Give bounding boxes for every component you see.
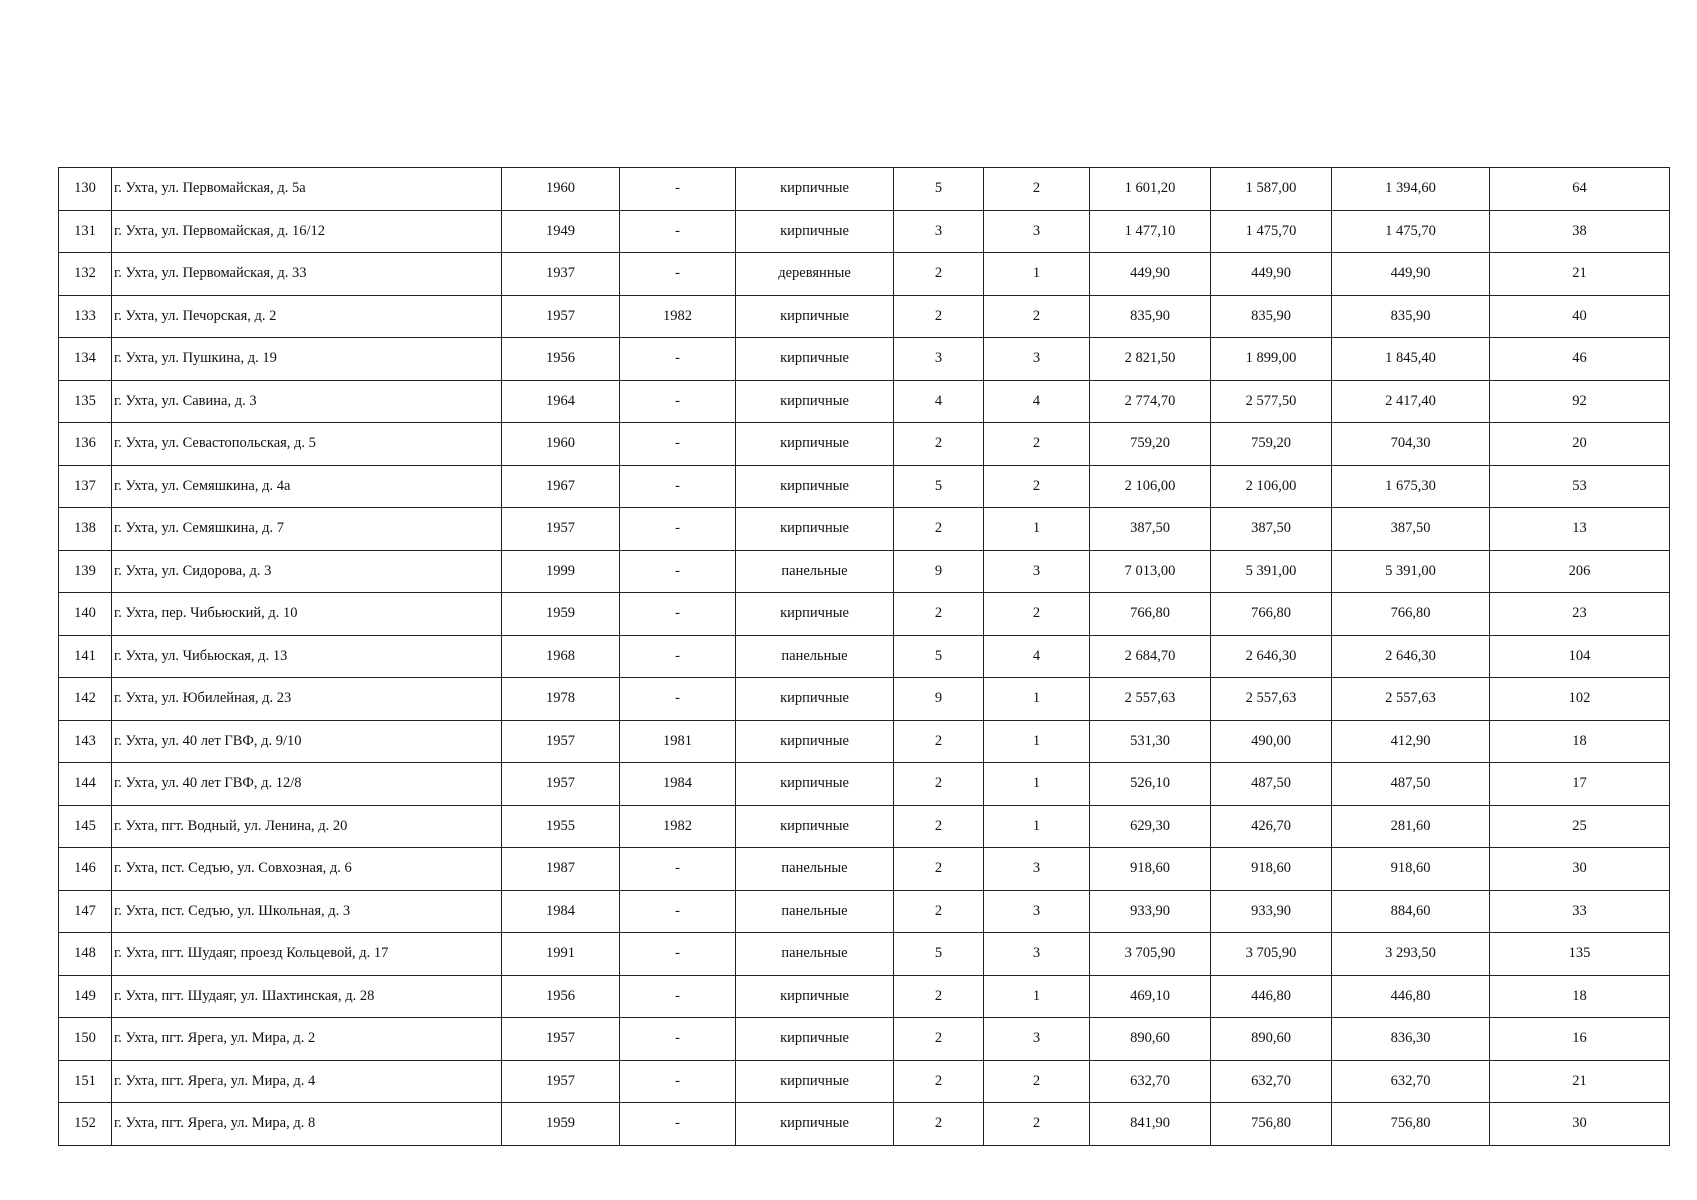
address-cell: г. Ухта, пгт. Шудаяг, проезд Кольцевой, д. 17	[112, 933, 502, 976]
row-number-cell: 134	[59, 338, 112, 381]
floors-cell: 2	[894, 423, 984, 466]
table-row	[59, 1018, 1670, 1061]
total-area-cell: 2 774,70	[1090, 380, 1211, 423]
row-number-cell: 136	[59, 423, 112, 466]
residential-area-cell: 933,90	[1211, 890, 1332, 933]
floors-cell: 5	[894, 168, 984, 211]
total-area-cell: 835,90	[1090, 295, 1211, 338]
row-number-cell: 151	[59, 1060, 112, 1103]
residents-cell: 20	[1490, 423, 1670, 466]
residents-cell: 30	[1490, 848, 1670, 891]
residential-area-cell: 1 475,70	[1211, 210, 1332, 253]
address-cell: г. Ухта, пгт. Шудаяг, ул. Шахтинская, д. 28	[112, 975, 502, 1018]
address-cell: г. Ухта, пст. Седъю, ул. Совхозная, д. 6	[112, 848, 502, 891]
residential-area-cell: 449,90	[1211, 253, 1332, 296]
residential-area-cell: 490,00	[1211, 720, 1332, 763]
wall-material-cell: кирпичные	[736, 678, 894, 721]
living-area-cell: 884,60	[1332, 890, 1490, 933]
year-reconstructed-cell: -	[620, 1103, 736, 1146]
table-row	[59, 423, 1670, 466]
entrances-cell: 2	[984, 465, 1090, 508]
total-area-cell: 387,50	[1090, 508, 1211, 551]
floors-cell: 2	[894, 720, 984, 763]
living-area-cell: 1 475,70	[1332, 210, 1490, 253]
row-number-cell: 130	[59, 168, 112, 211]
floors-cell: 3	[894, 210, 984, 253]
wall-material-cell: панельные	[736, 848, 894, 891]
year-built-cell: 1957	[502, 295, 620, 338]
entrances-cell: 1	[984, 763, 1090, 806]
wall-material-cell: кирпичные	[736, 720, 894, 763]
year-reconstructed-cell: -	[620, 253, 736, 296]
residents-cell: 38	[1490, 210, 1670, 253]
entrances-cell: 1	[984, 678, 1090, 721]
table-row	[59, 550, 1670, 593]
living-area-cell: 487,50	[1332, 763, 1490, 806]
address-cell: г. Ухта, ул. Печорская, д. 2	[112, 295, 502, 338]
address-cell: г. Ухта, ул. Семяшкина, д. 7	[112, 508, 502, 551]
row-number-cell: 147	[59, 890, 112, 933]
residential-area-cell: 632,70	[1211, 1060, 1332, 1103]
year-reconstructed-cell: -	[620, 210, 736, 253]
year-reconstructed-cell: -	[620, 550, 736, 593]
year-built-cell: 1991	[502, 933, 620, 976]
row-number-cell: 152	[59, 1103, 112, 1146]
floors-cell: 5	[894, 465, 984, 508]
total-area-cell: 629,30	[1090, 805, 1211, 848]
row-number-cell: 138	[59, 508, 112, 551]
entrances-cell: 4	[984, 380, 1090, 423]
address-cell: г. Ухта, ул. Первомайская, д. 33	[112, 253, 502, 296]
wall-material-cell: кирпичные	[736, 168, 894, 211]
residential-area-cell: 387,50	[1211, 508, 1332, 551]
residential-area-cell: 1 587,00	[1211, 168, 1332, 211]
residents-cell: 23	[1490, 593, 1670, 636]
table-row	[59, 593, 1670, 636]
total-area-cell: 526,10	[1090, 763, 1211, 806]
row-number-cell: 139	[59, 550, 112, 593]
floors-cell: 2	[894, 975, 984, 1018]
residential-area-cell: 766,80	[1211, 593, 1332, 636]
entrances-cell: 1	[984, 975, 1090, 1018]
address-cell: г. Ухта, пгт. Ярега, ул. Мира, д. 4	[112, 1060, 502, 1103]
row-number-cell: 149	[59, 975, 112, 1018]
entrances-cell: 3	[984, 890, 1090, 933]
entrances-cell: 1	[984, 253, 1090, 296]
address-cell: г. Ухта, пст. Седъю, ул. Школьная, д. 3	[112, 890, 502, 933]
row-number-cell: 148	[59, 933, 112, 976]
year-reconstructed-cell: -	[620, 975, 736, 1018]
residents-cell: 206	[1490, 550, 1670, 593]
total-area-cell: 918,60	[1090, 848, 1211, 891]
address-cell: г. Ухта, ул. Савина, д. 3	[112, 380, 502, 423]
address-cell: г. Ухта, ул. Первомайская, д. 16/12	[112, 210, 502, 253]
living-area-cell: 1 845,40	[1332, 338, 1490, 381]
residential-area-cell: 2 557,63	[1211, 678, 1332, 721]
row-number-cell: 141	[59, 635, 112, 678]
wall-material-cell: кирпичные	[736, 805, 894, 848]
year-built-cell: 1959	[502, 1103, 620, 1146]
entrances-cell: 2	[984, 1103, 1090, 1146]
floors-cell: 2	[894, 253, 984, 296]
floors-cell: 5	[894, 635, 984, 678]
year-reconstructed-cell: 1982	[620, 295, 736, 338]
entrances-cell: 2	[984, 168, 1090, 211]
residential-area-cell: 756,80	[1211, 1103, 1332, 1146]
table-row	[59, 805, 1670, 848]
living-area-cell: 766,80	[1332, 593, 1490, 636]
entrances-cell: 2	[984, 1060, 1090, 1103]
year-reconstructed-cell: -	[620, 1018, 736, 1061]
floors-cell: 2	[894, 1060, 984, 1103]
living-area-cell: 387,50	[1332, 508, 1490, 551]
table-row	[59, 338, 1670, 381]
entrances-cell: 2	[984, 295, 1090, 338]
residents-cell: 21	[1490, 1060, 1670, 1103]
residents-cell: 33	[1490, 890, 1670, 933]
wall-material-cell: панельные	[736, 635, 894, 678]
residents-cell: 46	[1490, 338, 1670, 381]
row-number-cell: 145	[59, 805, 112, 848]
row-number-cell: 150	[59, 1018, 112, 1061]
wall-material-cell: панельные	[736, 933, 894, 976]
living-area-cell: 281,60	[1332, 805, 1490, 848]
year-built-cell: 1999	[502, 550, 620, 593]
table-row	[59, 508, 1670, 551]
row-number-cell: 135	[59, 380, 112, 423]
living-area-cell: 1 394,60	[1332, 168, 1490, 211]
table-row	[59, 763, 1670, 806]
row-number-cell: 146	[59, 848, 112, 891]
residential-area-cell: 2 646,30	[1211, 635, 1332, 678]
total-area-cell: 469,10	[1090, 975, 1211, 1018]
total-area-cell: 531,30	[1090, 720, 1211, 763]
year-built-cell: 1957	[502, 1060, 620, 1103]
residential-area-cell: 426,70	[1211, 805, 1332, 848]
year-built-cell: 1957	[502, 1018, 620, 1061]
floors-cell: 4	[894, 380, 984, 423]
residents-cell: 64	[1490, 168, 1670, 211]
year-built-cell: 1957	[502, 508, 620, 551]
living-area-cell: 1 675,30	[1332, 465, 1490, 508]
year-built-cell: 1987	[502, 848, 620, 891]
wall-material-cell: кирпичные	[736, 1060, 894, 1103]
residential-area-cell: 1 899,00	[1211, 338, 1332, 381]
year-built-cell: 1968	[502, 635, 620, 678]
address-cell: г. Ухта, пер. Чибьюский, д. 10	[112, 593, 502, 636]
year-built-cell: 1959	[502, 593, 620, 636]
address-cell: г. Ухта, ул. Севастопольская, д. 5	[112, 423, 502, 466]
wall-material-cell: кирпичные	[736, 763, 894, 806]
total-area-cell: 3 705,90	[1090, 933, 1211, 976]
wall-material-cell: кирпичные	[736, 295, 894, 338]
table-row	[59, 168, 1670, 211]
table-row	[59, 465, 1670, 508]
table-body	[59, 168, 1670, 1146]
address-cell: г. Ухта, ул. 40 лет ГВФ, д. 12/8	[112, 763, 502, 806]
floors-cell: 2	[894, 763, 984, 806]
year-built-cell: 1960	[502, 168, 620, 211]
row-number-cell: 131	[59, 210, 112, 253]
residential-area-cell: 2 106,00	[1211, 465, 1332, 508]
address-cell: г. Ухта, ул. Чибьюская, д. 13	[112, 635, 502, 678]
living-area-cell: 918,60	[1332, 848, 1490, 891]
living-area-cell: 835,90	[1332, 295, 1490, 338]
residential-area-cell: 3 705,90	[1211, 933, 1332, 976]
table-row	[59, 295, 1670, 338]
floors-cell: 9	[894, 550, 984, 593]
total-area-cell: 7 013,00	[1090, 550, 1211, 593]
wall-material-cell: кирпичные	[736, 380, 894, 423]
housing-table-container	[58, 167, 1663, 1146]
floors-cell: 2	[894, 805, 984, 848]
year-built-cell: 1967	[502, 465, 620, 508]
total-area-cell: 933,90	[1090, 890, 1211, 933]
address-cell: г. Ухта, ул. Сидорова, д. 3	[112, 550, 502, 593]
year-reconstructed-cell: -	[620, 593, 736, 636]
entrances-cell: 2	[984, 593, 1090, 636]
table-row	[59, 848, 1670, 891]
residents-cell: 16	[1490, 1018, 1670, 1061]
floors-cell: 3	[894, 338, 984, 381]
living-area-cell: 449,90	[1332, 253, 1490, 296]
table-row	[59, 1060, 1670, 1103]
table-row	[59, 380, 1670, 423]
entrances-cell: 3	[984, 338, 1090, 381]
residents-cell: 25	[1490, 805, 1670, 848]
residents-cell: 40	[1490, 295, 1670, 338]
address-cell: г. Ухта, пгт. Ярега, ул. Мира, д. 8	[112, 1103, 502, 1146]
residents-cell: 135	[1490, 933, 1670, 976]
year-reconstructed-cell: -	[620, 423, 736, 466]
wall-material-cell: кирпичные	[736, 1018, 894, 1061]
total-area-cell: 2 821,50	[1090, 338, 1211, 381]
total-area-cell: 449,90	[1090, 253, 1211, 296]
year-reconstructed-cell: -	[620, 380, 736, 423]
living-area-cell: 2 557,63	[1332, 678, 1490, 721]
residential-area-cell: 890,60	[1211, 1018, 1332, 1061]
wall-material-cell: панельные	[736, 890, 894, 933]
living-area-cell: 3 293,50	[1332, 933, 1490, 976]
address-cell: г. Ухта, ул. Юбилейная, д. 23	[112, 678, 502, 721]
wall-material-cell: панельные	[736, 550, 894, 593]
floors-cell: 2	[894, 1018, 984, 1061]
living-area-cell: 704,30	[1332, 423, 1490, 466]
year-reconstructed-cell: -	[620, 635, 736, 678]
residential-area-cell: 835,90	[1211, 295, 1332, 338]
row-number-cell: 140	[59, 593, 112, 636]
residential-area-cell: 446,80	[1211, 975, 1332, 1018]
year-built-cell: 1964	[502, 380, 620, 423]
total-area-cell: 1 477,10	[1090, 210, 1211, 253]
wall-material-cell: кирпичные	[736, 423, 894, 466]
residents-cell: 102	[1490, 678, 1670, 721]
entrances-cell: 4	[984, 635, 1090, 678]
residential-area-cell: 5 391,00	[1211, 550, 1332, 593]
floors-cell: 9	[894, 678, 984, 721]
living-area-cell: 5 391,00	[1332, 550, 1490, 593]
year-reconstructed-cell: 1982	[620, 805, 736, 848]
floors-cell: 2	[894, 508, 984, 551]
residential-area-cell: 918,60	[1211, 848, 1332, 891]
year-built-cell: 1960	[502, 423, 620, 466]
row-number-cell: 142	[59, 678, 112, 721]
row-number-cell: 132	[59, 253, 112, 296]
residents-cell: 18	[1490, 975, 1670, 1018]
table-row	[59, 210, 1670, 253]
year-built-cell: 1937	[502, 253, 620, 296]
wall-material-cell: кирпичные	[736, 508, 894, 551]
living-area-cell: 2 646,30	[1332, 635, 1490, 678]
residents-cell: 18	[1490, 720, 1670, 763]
table-row	[59, 678, 1670, 721]
row-number-cell: 144	[59, 763, 112, 806]
year-reconstructed-cell: -	[620, 678, 736, 721]
row-number-cell: 133	[59, 295, 112, 338]
entrances-cell: 3	[984, 848, 1090, 891]
table-row	[59, 253, 1670, 296]
wall-material-cell: кирпичные	[736, 975, 894, 1018]
residential-area-cell: 2 577,50	[1211, 380, 1332, 423]
total-area-cell: 759,20	[1090, 423, 1211, 466]
year-built-cell: 1956	[502, 338, 620, 381]
housing-table	[58, 167, 1670, 1146]
floors-cell: 2	[894, 295, 984, 338]
living-area-cell: 836,30	[1332, 1018, 1490, 1061]
residential-area-cell: 759,20	[1211, 423, 1332, 466]
living-area-cell: 412,90	[1332, 720, 1490, 763]
entrances-cell: 3	[984, 210, 1090, 253]
living-area-cell: 756,80	[1332, 1103, 1490, 1146]
residents-cell: 21	[1490, 253, 1670, 296]
entrances-cell: 1	[984, 508, 1090, 551]
table-row	[59, 635, 1670, 678]
year-built-cell: 1984	[502, 890, 620, 933]
year-built-cell: 1957	[502, 763, 620, 806]
year-built-cell: 1949	[502, 210, 620, 253]
total-area-cell: 841,90	[1090, 1103, 1211, 1146]
row-number-cell: 143	[59, 720, 112, 763]
living-area-cell: 632,70	[1332, 1060, 1490, 1103]
table-row	[59, 975, 1670, 1018]
floors-cell: 2	[894, 593, 984, 636]
year-built-cell: 1957	[502, 720, 620, 763]
living-area-cell: 446,80	[1332, 975, 1490, 1018]
entrances-cell: 1	[984, 720, 1090, 763]
row-number-cell: 137	[59, 465, 112, 508]
year-reconstructed-cell: -	[620, 1060, 736, 1103]
wall-material-cell: кирпичные	[736, 1103, 894, 1146]
year-reconstructed-cell: -	[620, 338, 736, 381]
total-area-cell: 2 557,63	[1090, 678, 1211, 721]
year-built-cell: 1955	[502, 805, 620, 848]
wall-material-cell: кирпичные	[736, 338, 894, 381]
residential-area-cell: 487,50	[1211, 763, 1332, 806]
entrances-cell: 1	[984, 805, 1090, 848]
residents-cell: 92	[1490, 380, 1670, 423]
address-cell: г. Ухта, пгт. Ярега, ул. Мира, д. 2	[112, 1018, 502, 1061]
wall-material-cell: кирпичные	[736, 210, 894, 253]
wall-material-cell: кирпичные	[736, 465, 894, 508]
year-reconstructed-cell: -	[620, 848, 736, 891]
year-built-cell: 1956	[502, 975, 620, 1018]
entrances-cell: 2	[984, 423, 1090, 466]
floors-cell: 2	[894, 1103, 984, 1146]
address-cell: г. Ухта, ул. Первомайская, д. 5а	[112, 168, 502, 211]
floors-cell: 2	[894, 890, 984, 933]
wall-material-cell: деревянные	[736, 253, 894, 296]
total-area-cell: 890,60	[1090, 1018, 1211, 1061]
table-row	[59, 1103, 1670, 1146]
year-reconstructed-cell: 1981	[620, 720, 736, 763]
entrances-cell: 3	[984, 1018, 1090, 1061]
year-reconstructed-cell: -	[620, 168, 736, 211]
living-area-cell: 2 417,40	[1332, 380, 1490, 423]
total-area-cell: 632,70	[1090, 1060, 1211, 1103]
year-reconstructed-cell: -	[620, 933, 736, 976]
year-reconstructed-cell: -	[620, 890, 736, 933]
year-reconstructed-cell: -	[620, 508, 736, 551]
address-cell: г. Ухта, ул. Пушкина, д. 19	[112, 338, 502, 381]
table-row	[59, 890, 1670, 933]
floors-cell: 5	[894, 933, 984, 976]
residents-cell: 30	[1490, 1103, 1670, 1146]
address-cell: г. Ухта, ул. Семяшкина, д. 4а	[112, 465, 502, 508]
year-built-cell: 1978	[502, 678, 620, 721]
residents-cell: 53	[1490, 465, 1670, 508]
floors-cell: 2	[894, 848, 984, 891]
table-row	[59, 720, 1670, 763]
total-area-cell: 766,80	[1090, 593, 1211, 636]
address-cell: г. Ухта, пгт. Водный, ул. Ленина, д. 20	[112, 805, 502, 848]
year-reconstructed-cell: -	[620, 465, 736, 508]
residents-cell: 104	[1490, 635, 1670, 678]
year-reconstructed-cell: 1984	[620, 763, 736, 806]
wall-material-cell: кирпичные	[736, 593, 894, 636]
address-cell: г. Ухта, ул. 40 лет ГВФ, д. 9/10	[112, 720, 502, 763]
residents-cell: 13	[1490, 508, 1670, 551]
total-area-cell: 1 601,20	[1090, 168, 1211, 211]
total-area-cell: 2 106,00	[1090, 465, 1211, 508]
residents-cell: 17	[1490, 763, 1670, 806]
total-area-cell: 2 684,70	[1090, 635, 1211, 678]
table-row	[59, 933, 1670, 976]
entrances-cell: 3	[984, 550, 1090, 593]
entrances-cell: 3	[984, 933, 1090, 976]
